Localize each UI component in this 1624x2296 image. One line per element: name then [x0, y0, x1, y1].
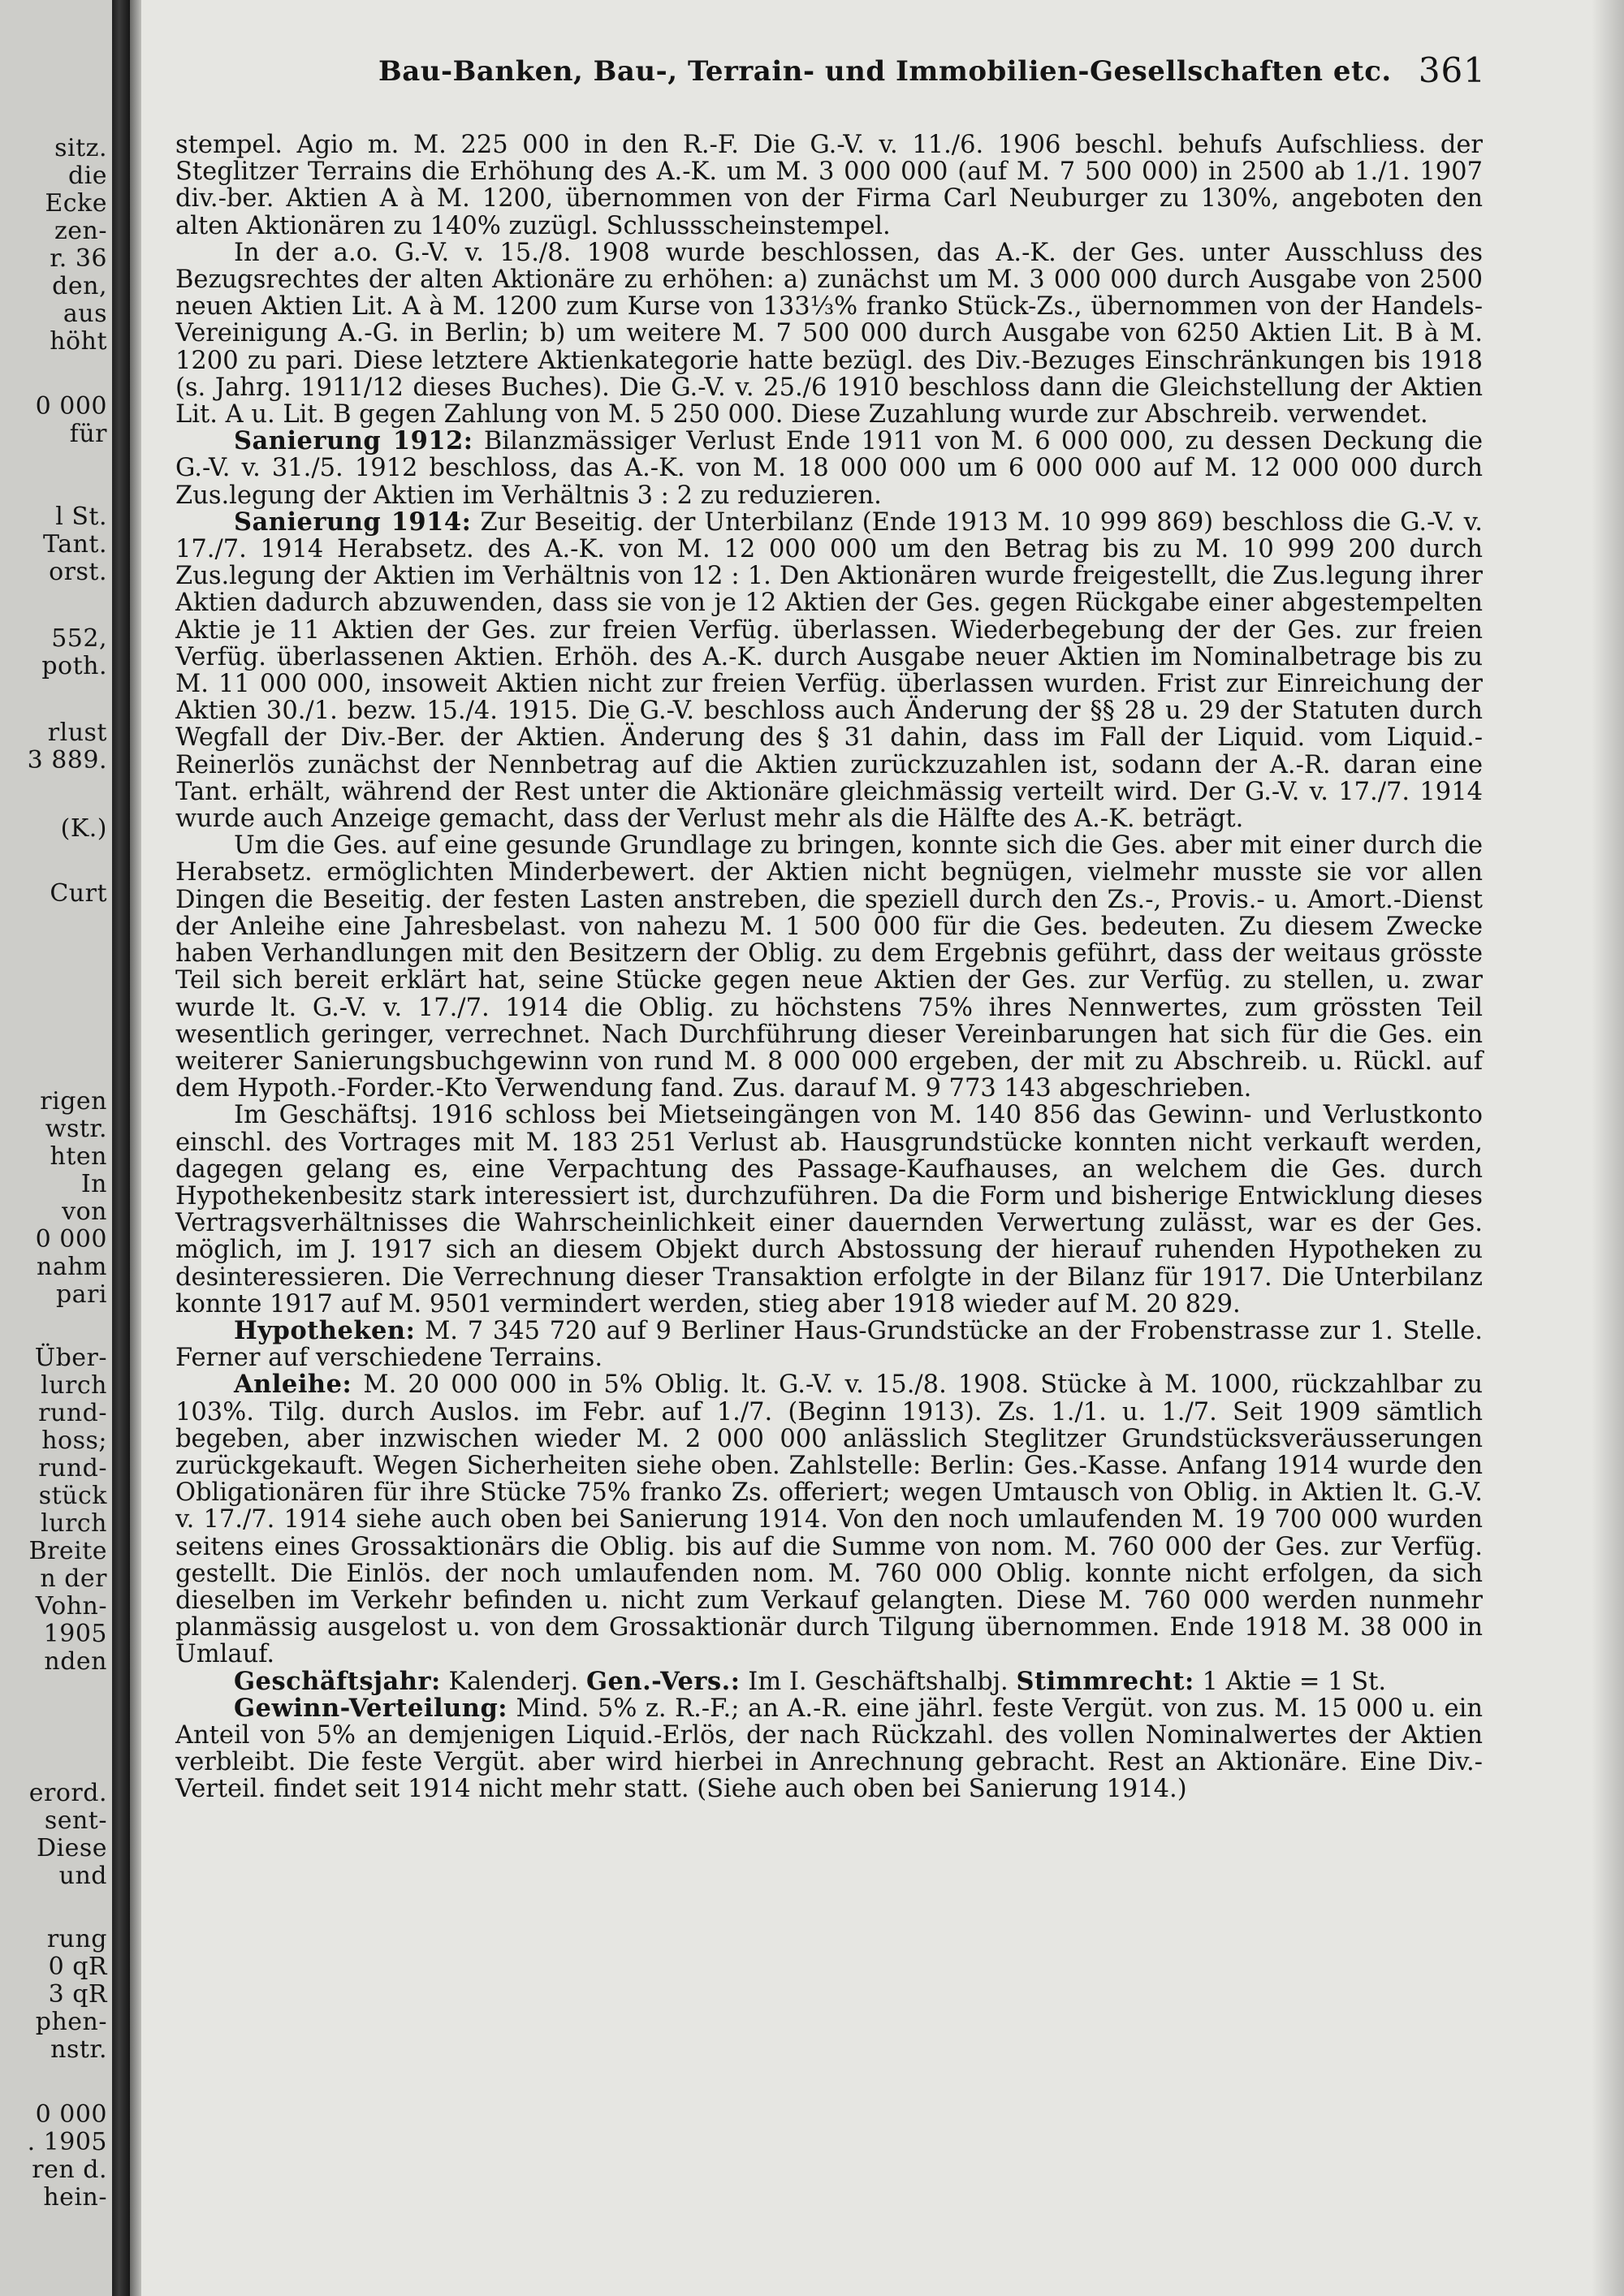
- margin-fragment: Diese: [36, 1834, 107, 1862]
- margin-fragment: hoss;: [41, 1426, 107, 1455]
- margin-fragment: orst.: [49, 558, 107, 586]
- margin-fragment: lurch: [41, 1509, 107, 1538]
- margin-fragment: phen-: [35, 2008, 107, 2036]
- paragraph-hypotheken: [175, 1315, 1483, 1373]
- margin-fragment: zen-: [54, 217, 107, 245]
- margin-fragment: . 1905: [27, 2128, 107, 2156]
- margin-fragment: sent-: [44, 1806, 107, 1835]
- heading-hypotheken: Hypotheken:: [234, 1315, 416, 1345]
- margin-fragment: poth.: [41, 652, 107, 680]
- margin-fragment: 3 qR: [48, 1980, 107, 2009]
- margin-fragment: rlust: [47, 719, 107, 747]
- paragraph-geschaeftsjahr: [175, 1668, 1483, 1695]
- margin-fragment: n der: [40, 1564, 107, 1593]
- margin-fragment: Breite: [28, 1537, 107, 1565]
- previous-page-edge: [0, 0, 112, 2296]
- page-number: 361: [1418, 50, 1486, 90]
- margin-fragment: nahm: [37, 1253, 107, 1281]
- text-sanierung-1914: Zur Beseitig. der Unterbilanz (Ende 1913 M. 10 999 869) beschloss die G.-V. v. 17./7. 1914 Herabsetz. des A.-K. von M. 12 000 000 um den Betrag bis zu M. 10 999 200 durch Zus.legung der Aktien im Verhältnis von 12 : 1. Den Aktionären wurde freigestellt, die Zus.legung ihrer Aktien dadurch abzuwenden, dass sie von je 12 Aktien der Ges. gegen Rückgabe einer abgestempelten Aktie je 11 Aktien der Ges. zur freien Verfüg. überlassen. Wiederbegebung der der Ges. zur freien Verfüg. überlassenen Aktien. Erhöh. des A.-K. durch Ausgabe neuer Aktien im Nominalbetrage bis zu M. 11 000 000, insoweit Aktien nicht zur freien Verfüg. überlassen wurden. Frist zur Einreichung der Aktien 30./1. bezw. 15./4. 1915. Die G.-V. beschloss auch Änderung der §§ 28 u. 29 der Statuten durch Wegfall der Div.-Ber. der Aktien. Änderung des § 31 dahin, dass im Fall der Liquid. vom Liquid.-Reinerlös zunächst der Nennbetrag auf die Aktien zurückzuzahlen ist, sodann der A.-R. daran eine Tant. erhält, während der Rest unter die Aktionäre gleichmässig verteilt wird. Der G.-V. v. 17./7. 1914 wurde auch Anzeige gemacht, dass der Verlust mehr als die Hälfte des A.-K. beträgt.: [175, 507, 1483, 834]
- paragraph-sanierung-1912: [175, 428, 1483, 509]
- margin-fragment: 0 000: [35, 2100, 107, 2129]
- margin-fragment: l St.: [55, 503, 107, 531]
- margin-fragment: wstr.: [45, 1115, 107, 1143]
- page-header: [235, 50, 1486, 104]
- text-hypotheken: M. 7 345 720 auf 9 Berliner Haus-Grundstücke an der Frobenstrasse zur 1. Stelle. Ferner auf verschiedene Terrains.: [175, 1316, 1483, 1373]
- margin-fragment: pari: [55, 1280, 107, 1309]
- margin-fragment: rung: [46, 1925, 107, 1953]
- margin-fragment: Tant.: [43, 530, 107, 559]
- margin-fragment: r. 36: [50, 244, 107, 273]
- paragraph-capital-increase-1906: stempel. Agio m. M. 225 000 in den R.-F. Die G.-V. v. 11./6. 1906 beschl. behufs Aufschliess. der Steglitzer Terrains die Erhöhung des A.-K. um M. 3 000 000 (auf M. 7 500 000) in 2500 ab 1./1. 1907 div.-ber. Aktien A à M. 1200, übernommen von der Firma Carl Neuburger zu 130%, angeboten den alten Aktionären zu 140% zuzügl. Schlussscheinstempel.: [175, 131, 1483, 240]
- margin-fragment: sitz.: [54, 134, 107, 162]
- margin-fragment: (K.): [60, 814, 107, 843]
- paragraph-gv-1908: In der a.o. G.-V. v. 15./8. 1908 wurde beschlossen, das A.-K. der Ges. unter Ausschluss des Bezugsrechtes der alten Aktionäre zu erhöhen: a) zunächst um M. 3 000 000 durch Ausgabe von 2500 neuen Aktien Lit. A à M. 1200 zum Kurse von 133⅓% franko Stück-Zs., übernommen von der Handels-Vereinigung A.-G. in Berlin; b) um weitere M. 7 500 000 durch Ausgabe von 6250 Aktien Lit. B à M. 1200 zu pari. Diese letztere Aktienkategorie hatte bezügl. des Div.-Bezuges Einschränkungen bis 1918 (s. Jahrg. 1911/12 dieses Buches). Die G.-V. v. 25./6 1910 beschloss dann die Gleichstellung der Aktien Lit. A u. Lit. B gegen Zahlung von M. 5 250 000. Diese Zuzahlung wurde zur Abschreib. verwendet.: [175, 238, 1483, 429]
- heading-stimmrecht: Stimmrecht:: [1016, 1666, 1194, 1696]
- margin-fragment: ren d.: [32, 2156, 107, 2184]
- heading-gewinn-verteilung: Gewinn-Verteilung:: [234, 1693, 508, 1723]
- text-stimmrecht: 1 Aktie = 1 St.: [1194, 1667, 1387, 1696]
- text-geschaeftsjahr: Kalenderj.: [440, 1667, 586, 1696]
- page-body: [175, 132, 1483, 1803]
- book-gutter-shadow: [112, 0, 130, 2296]
- paragraph-sanierung-1914: [175, 509, 1483, 832]
- margin-fragment: stück: [38, 1482, 107, 1510]
- text-sanierung-1912: Bilanzmässiger Verlust Ende 1911 von M. 6 000 000, zu dessen Deckung die G.-V. v. 31./5. 1912 beschloss, das A.-K. von M. 18 000 000 um 6 000 000 auf M. 12 000 000 durch Zus.legung der Aktien im Verhältnis 3 : 2 zu reduzieren.: [175, 427, 1484, 510]
- margin-fragment: erord.: [28, 1779, 107, 1807]
- margin-fragment: die: [67, 162, 107, 190]
- margin-fragment: für: [69, 420, 107, 448]
- text-anleihe: M. 20 000 000 in 5% Oblig. lt. G.-V. v. 15./8. 1908. Stücke à M. 1000, rückzahlbar zu 103%. Tilg. durch Auslos. im Febr. auf 1./7. (Beginn 1913). Zs. 1./1. u. 1./7. Seit 1909 sämtlich begeben, aber inzwischen wieder M. 2 000 000 anlässlich Steglitzer Grundstücksveräusserungen zurückgekauft. Wegen Sicherheiten siehe oben. Zahlstelle: Berlin: Ges.-Kasse. Anfang 1914 wurde den Obligationären für ihre Stücke 75% franko Zs. offeriert; wegen Umtausch von Oblig. in Aktien lt. G.-V. v. 17./7. 1914 siehe auch oben bei Sanierung 1914. Von den noch umlaufenden M. 19 700 000 wurden seitens eines Grossaktionärs die Oblig. bis auf die Summe von nom. M. 760 000 der Ges. zur Verfüg. gestellt. Die Einlös. der noch umlaufenden nom. M. 760 000 Oblig. konnte nicht erfolgen, da sich dieselben im Verkehr befinden u. nicht zum Verkauf gelangten. Diese M. 760 000 werden nunmehr planmässig ausgelost u. von dem Grossaktionär durch Tilgung übernommen. Ende 1918 M. 38 000 in Umlauf.: [175, 1370, 1483, 1669]
- heading-sanierung-1914: Sanierung 1914:: [234, 507, 472, 537]
- margin-fragment: Vohn-: [35, 1592, 107, 1621]
- margin-fragment: In: [80, 1170, 107, 1198]
- margin-fragment: 552,: [51, 624, 107, 653]
- heading-geschaeftsjahr: Geschäftsjahr:: [234, 1666, 441, 1696]
- margin-fragment: aus: [63, 300, 107, 328]
- text-gen-vers: Im I. Geschäftshalbj.: [740, 1667, 1017, 1696]
- running-title: Bau-Banken, Bau-, Terrain- und Immobilien-Gesellschaften etc.: [378, 55, 1392, 88]
- margin-fragment: rigen: [40, 1087, 107, 1116]
- book-gutter-highlight: [130, 0, 141, 2296]
- margin-fragment: nstr.: [50, 2035, 107, 2064]
- heading-sanierung-1912: Sanierung 1912:: [234, 426, 473, 456]
- margin-fragment: von: [62, 1198, 107, 1226]
- paragraph-grundlage: Um die Ges. auf eine gesunde Grundlage zu bringen, konnte sich die Ges. aber mit einer durch die Herabsetz. ermöglichten Minderbewert. der Aktien nicht begnügen, vielmehr musste sie vor allen Dingen die Beseitig. der festen Lasten anstreben, die speziell durch den Zs.-, Provis.- u. Amort.-Dienst der Anleihe eine Jahresbelast. von nahezu M. 1 500 000 für die Ges. bedeuten. Zu diesem Zwecke haben Verhandlungen mit den Besitzern der Oblig. zu dem Ergebnis geführt, dass der weitaus grösste Teil sich bereit erklärt hat, seine Stücke gegen neue Aktien der Ges. zur Verfüg. zu stellen, u. zwar wurde lt. G.-V. v. 17./7. 1914 die Oblig. zu höchstens 75% ihres Nennwertes, zum grössten Teil wesentlich geringer, verrechnet. Nach Durchführung dieser Vereinbarungen hat sich für die Ges. ein weiterer Sanierungsbuchgewinn von rund M. 8 000 000 ergeben, der mit zu Abschreib. u. Rückl. auf dem Hypoth.-Forder.-Kto Verwendung fand. Zus. darauf M. 9 773 143 abgeschrieben.: [175, 831, 1483, 1103]
- margin-fragment: lurch: [41, 1371, 107, 1400]
- margin-fragment: 0 qR: [48, 1953, 107, 1981]
- paragraph-anleihe: [175, 1371, 1483, 1668]
- margin-fragment: rund-: [38, 1454, 107, 1482]
- text-gewinn-verteilung: Mind. 5% z. R.-F.; an A.-R. eine jährl. feste Vergüt. von zus. M. 15 000 u. ein Anteil von 5% an demjenigen Liquid.-Erlös, der nach Rückzahl. des vollen Nominalwertes der Aktien verbleibt. Die feste Vergüt. aber wird hierbei in Anrechnung gebracht. Rest an Aktionäre. Eine Div.-Verteil. findet seit 1914 nicht mehr statt. (Siehe auch oben bei Sanierung 1914.): [175, 1694, 1483, 1804]
- margin-fragment: Über-: [34, 1344, 107, 1372]
- heading-anleihe: Anleihe:: [234, 1370, 352, 1400]
- margin-fragment: Ecke: [45, 189, 107, 218]
- margin-fragment: hten: [50, 1142, 107, 1171]
- paragraph-geschaeftsjahr-1916: Im Geschäftsj. 1916 schloss bei Mietseingängen von M. 140 856 das Gewinn- und Verlustkonto einschl. des Vortrages mit M. 183 251 Verlust ab. Hausgrundstücke konnten nicht verkauft werden, dagegen gelang es, eine Verpachtung des Passage-Kaufhauses, an welchem die Ges. durch Hypothekenbesitz stark interessiert ist, durchzuführen. Da die Form und bisherige Entwicklung dieses Vertragsverhältnisses die Wahrscheinlichkeit einer dauernden Verwertung zulässt, war es der Ges. möglich, im J. 1917 sich an diesem Objekt durch Abstossung der hierauf ruhenden Hypotheken zu desinteressieren. Die Verrechnung dieser Transaktion erfolgte in der Bilanz für 1917. Die Unterbilanz konnte 1917 auf M. 9501 vermindert werden, stieg aber 1918 wieder auf M. 20 829.: [175, 1101, 1483, 1318]
- margin-fragment: 3 889.: [27, 746, 107, 775]
- margin-fragment: 0 000: [35, 392, 107, 421]
- margin-fragment: hein-: [43, 2183, 107, 2212]
- margin-fragment: den,: [52, 272, 107, 300]
- margin-fragment: und: [58, 1862, 107, 1890]
- page-edge-shade: [1592, 0, 1624, 2296]
- paragraph-gewinn-verteilung: [175, 1695, 1483, 1803]
- margin-fragment: rund-: [38, 1399, 107, 1427]
- margin-fragment: Curt: [50, 879, 107, 908]
- margin-fragment: höht: [50, 327, 107, 356]
- margin-fragment: 0 000: [35, 1225, 107, 1254]
- margin-fragment: 1905: [43, 1620, 107, 1648]
- margin-fragment: nden: [44, 1647, 107, 1676]
- heading-gen-vers: Gen.-Vers.:: [585, 1666, 741, 1696]
